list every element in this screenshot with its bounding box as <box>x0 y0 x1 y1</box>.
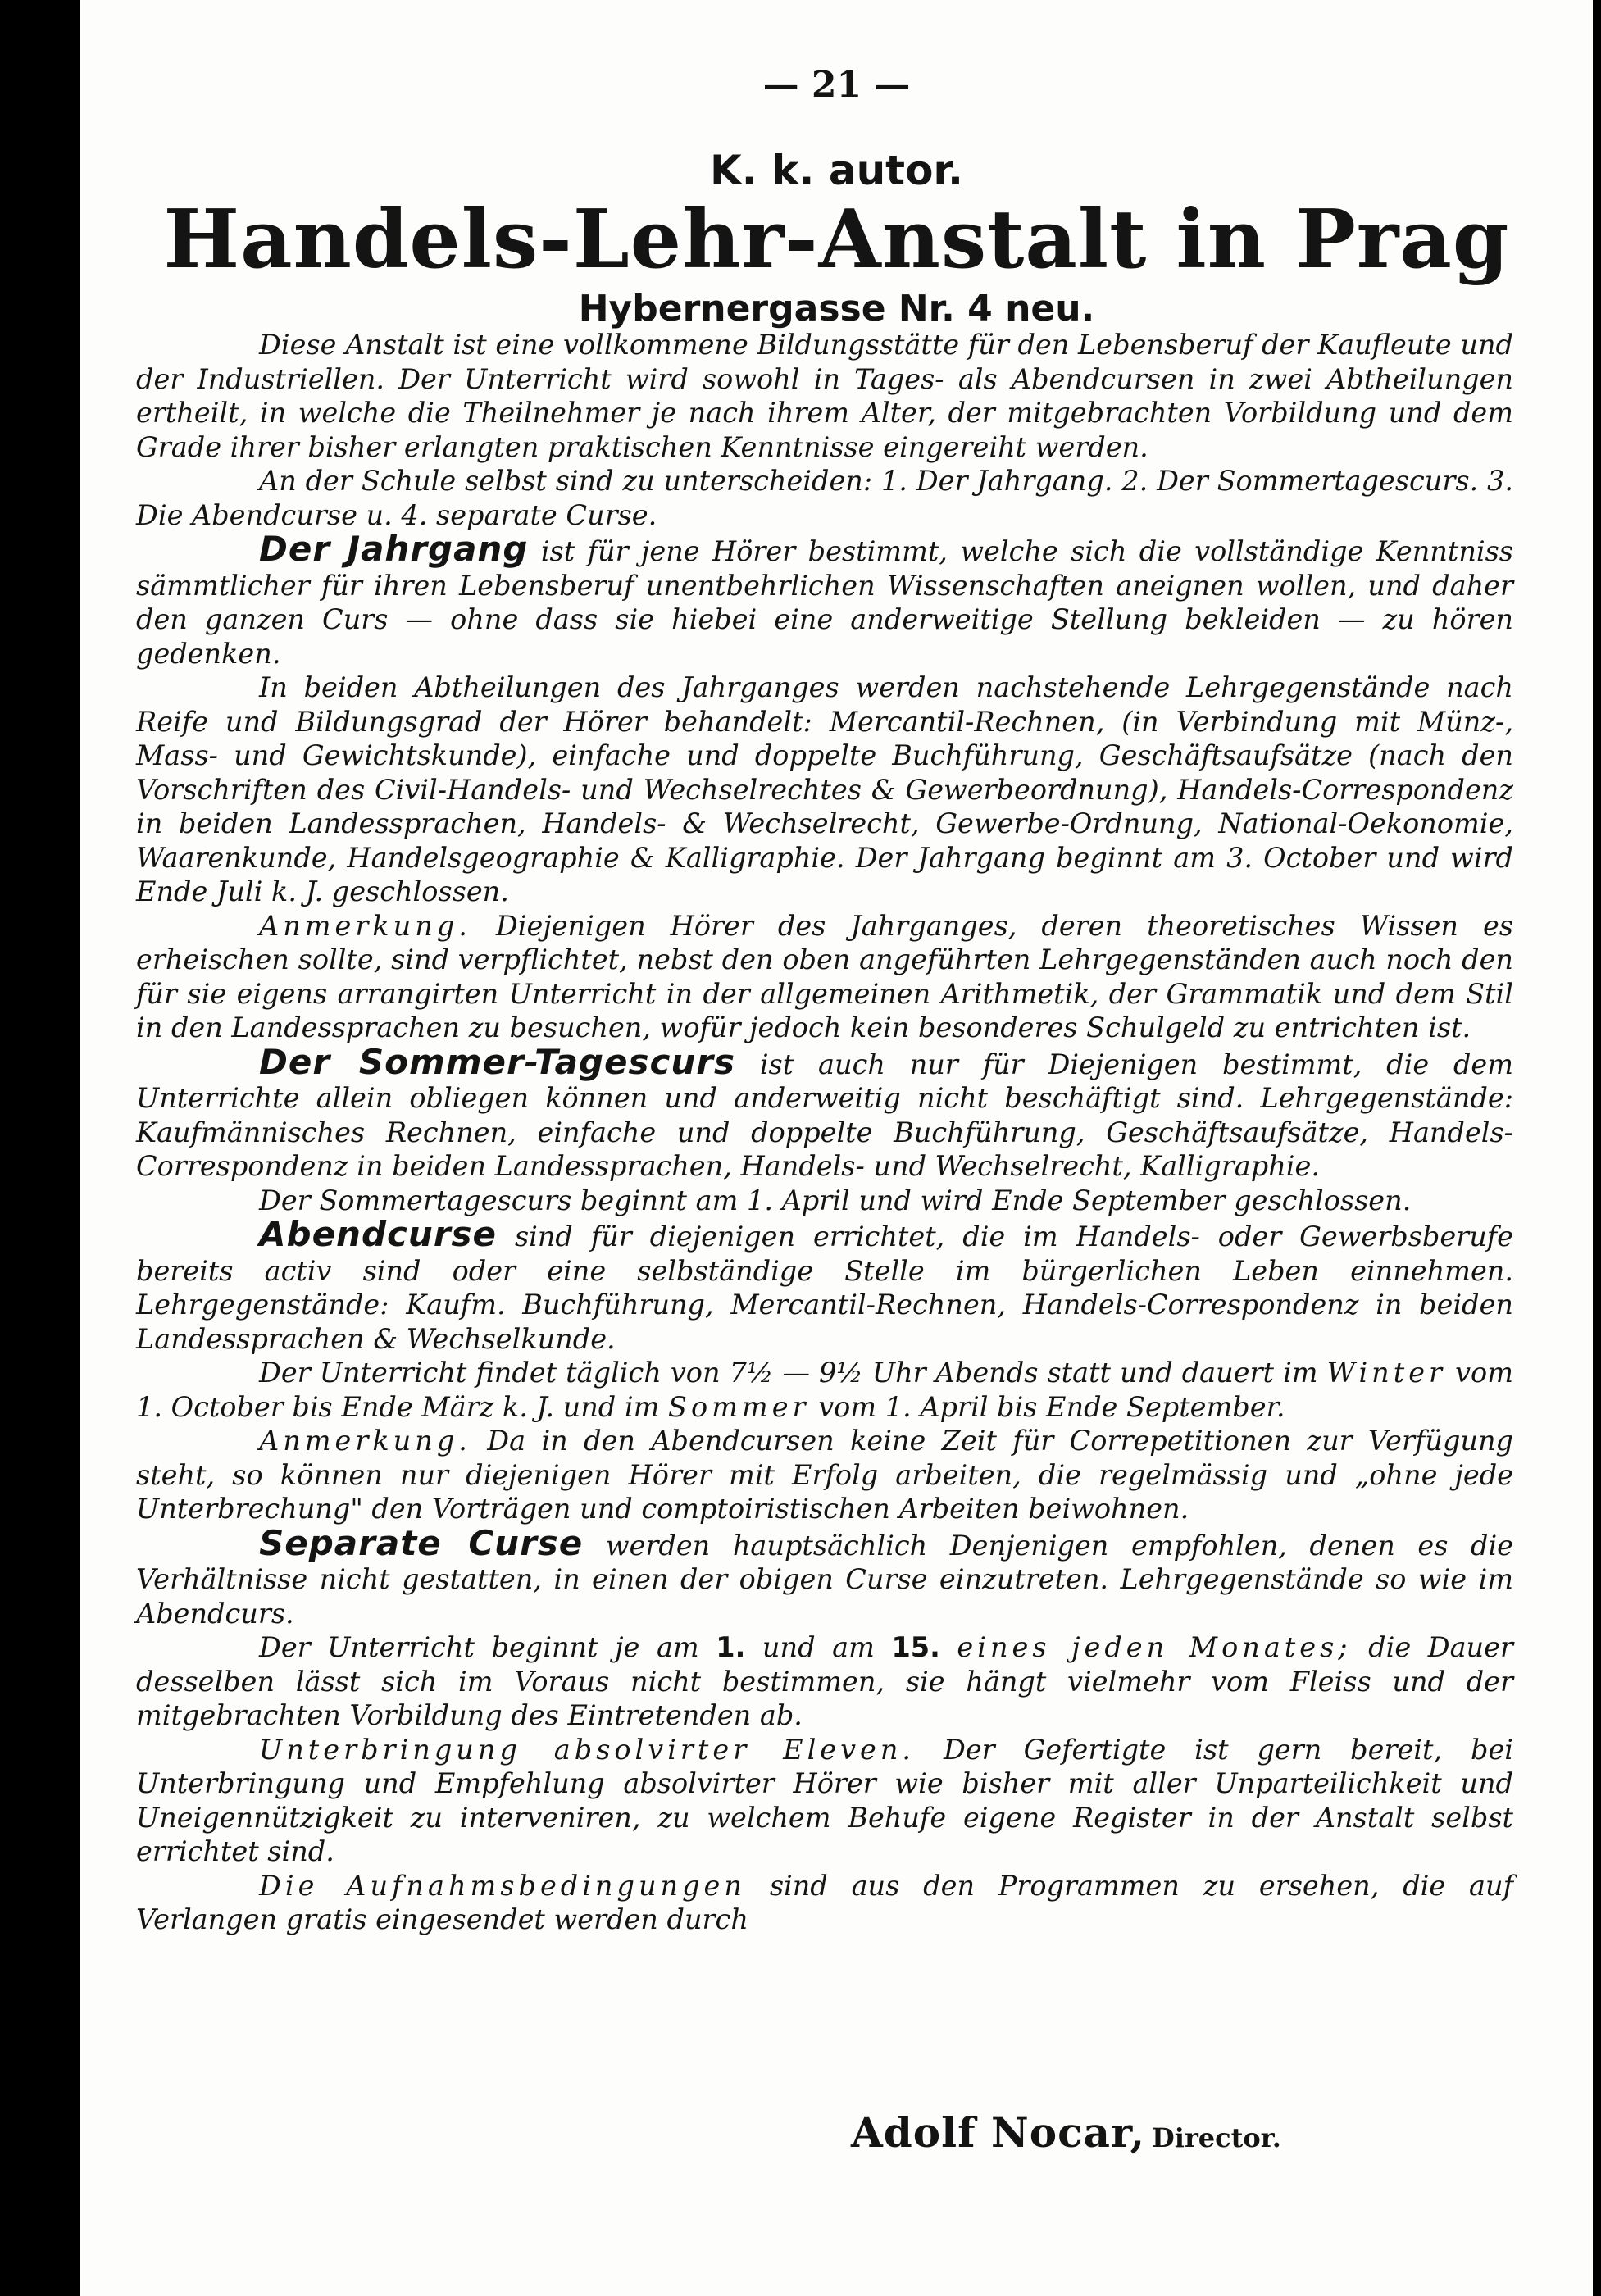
paragraph-abend-times <box>136 1356 1513 1424</box>
paragraph-text: An der Schule selbst sind zu unterscheiden: 1. Der Jahrgang. 2. Der Sommertagescurs. 3. Die Abendcurse u. 4. separate Curse. <box>136 465 1513 531</box>
signature <box>851 2108 1281 2157</box>
section-heading-abend: Abendcurse <box>259 1214 498 1254</box>
paragraph-text: Der Unterricht findet täglich von 7½ — 9½ Uhr Abends statt und dauert im <box>259 1357 1318 1389</box>
signature-role: Director. <box>1152 2122 1281 2153</box>
paragraph-text: ist für jene Hörer bestimmt, welche sich die vollständige Kenntniss sämmtlicher für ihren Lebensberuf unentbehrlichen Wissenschaften aneignen wollen, und daher den ganzen Curs — ohne dass sie hiebei eine anderweitige Stellung bekleiden — zu hören gedenken. <box>136 535 1513 670</box>
admission-label: Die Aufnahmsbedingungen <box>259 1869 746 1902</box>
note-label: Anmerkung. <box>259 909 471 942</box>
emphasis-day-15: 15. <box>891 1631 940 1663</box>
page-number: — 21 — <box>762 64 911 106</box>
paragraph-text: die Dauer desselben lässt sich im Voraus nicht bestimmen, sie hängt vielmehr vom Fleiss und der mitgebrachten Vorbildung des Eintretenden ab. <box>136 1631 1513 1731</box>
paragraph-text: werden hauptsächlich Denjenigen empfohlen, denen es die Verhältnisse nicht gestatten, in einen der obigen Curse einzutreten. Lehrgegenstände so wie im Abendcurs. <box>136 1529 1513 1630</box>
paragraph-text: In beiden Abtheilungen des Jahrganges werden nachstehende Lehrgegenstände nach Reife und Bildungsgrad der Hörer behandelt: Mercantil-Rechnen, (in Verbindung mit Münz-, Mass- und Gewichtskunde), einfache und doppelte Buchführung, Geschäftsaufsätze (nach den Vorschriften des Civil-Handels- und Wechselrechtes & Gewerbeordnung), Handels-Correspondenz in beiden Landessprachen, Handels- & Wechselrecht, Gewerbe-Ordnung, National-Oekonomie, Waarenkunde, Handelsgeographie & Kalligraphie. Der Jahrgang beginnt am 3. October und wird Ende Juli k. J. geschlossen. <box>136 671 1513 907</box>
header-subtitle: K. k. autor. <box>710 147 963 194</box>
paragraph-text: vom 1. April bis Ende September. <box>818 1390 1285 1423</box>
header-address: Hybernergasse Nr. 4 neu. <box>578 288 1095 330</box>
body-text <box>136 328 1513 1937</box>
paragraph-text: Der Gefertigte ist gern bereit, bei Unterbringung und Empfehlung absolvirter Hörer wie bisher mit aller Unparteilichkeit und Uneigennützigkeit zu interveniren, zu welchem Behufe eigene Register in der Anstalt selbst errichtet sind. <box>136 1733 1513 1867</box>
emphasis-monthly: eines jeden Monates; <box>957 1631 1352 1663</box>
paragraph-text: Diejenigen Hörer des Jahrganges, deren theoretisches Wissen es erheischen sollte, sind verpflichtet, nebst den oben angeführten Lehrgegenständen auch noch den für sie eigens arrangirten Unterricht in der allgemeinen Arithmetik, der Grammatik und dem Stil in den Landessprachen zu besuchen, wofür jedoch kein besonderes Schulgeld zu entrichten ist. <box>136 909 1513 1043</box>
paragraph-text: Diese Anstalt ist eine vollkommene Bildungsstätte für den Lebensberuf der Kaufleute und der Industriellen. Der Unterricht wird sowohl in Tages- als Abendcursen in zwei Abtheilungen ertheilt, in welche die Theilnehmer je nach ihrem Alter, der mitgebrachten Vorbildung und dem Grade ihrer bisher erlangten praktischen Kenntnisse eingereiht werden. <box>136 329 1513 463</box>
paragraph-text: sind aus den Programmen zu ersehen, die auf Verlangen gratis eingesendet werden durch <box>136 1869 1513 1935</box>
paragraph-start-dates <box>136 1630 1513 1733</box>
paragraph-text: Da in den Abendcursen keine Zeit für Correpetitionen zur Verfügung steht, so können nur diejenigen Hörer mit Erfolg arbeiten, die regelmässig und „ohne jede Unterbrechung" den Vorträgen und comptoiristischen Arbeiten beiwohnen. <box>136 1425 1513 1525</box>
paragraph-text: und am <box>762 1631 875 1663</box>
note-label: Anmerkung. <box>259 1425 471 1457</box>
paragraph-placement <box>136 1733 1513 1869</box>
signature-name: Adolf Nocar, <box>851 2108 1146 2157</box>
header <box>80 148 1593 331</box>
paragraph-text: sind für diejenigen errichtet, die im Handels- oder Gewerbsberufe bereits activ sind oder eine selbständige Stelle im bürgerlichen Leben einnehmen. Lehrgegenstände: Kaufm. Buchführung, Mercantil-Rechnen, Handels-Correspondenz in beiden Landessprachen & Wechselkunde. <box>136 1221 1513 1355</box>
paragraph-intro <box>136 328 1513 464</box>
section-heading-sommer: Der Sommer-Tagescurs <box>259 1041 736 1082</box>
paragraph-note-2 <box>136 1424 1513 1526</box>
paragraph-admission <box>136 1869 1513 1937</box>
paragraph-note-1 <box>136 909 1513 1045</box>
emphasis-day-1: 1. <box>716 1631 746 1663</box>
paragraph-text: Der Sommertagescurs beginnt am 1. April und wird Ende September geschlossen. <box>259 1184 1412 1216</box>
paragraph-subjects <box>136 671 1513 909</box>
page-title: Handels-Lehr-Anstalt in Prag <box>163 193 1510 287</box>
section-heading-jahrgang: Der Jahrgang <box>259 529 529 569</box>
emphasis-sommer: Sommer <box>668 1390 810 1423</box>
paragraph-separate <box>136 1522 1513 1631</box>
emphasis-winter: Winter <box>1326 1357 1447 1389</box>
paragraph-text: vom 1. October bis Ende März k. J. und im <box>136 1357 1513 1423</box>
placement-label: Unterbringung absolvirter Eleven. <box>259 1733 916 1766</box>
paragraph-text: Der Unterricht beginnt je am <box>259 1631 699 1663</box>
paragraph-text: ist auch nur für Diejenigen bestimmt, die dem Unterrichte allein obliegen können und anderweitig nicht beschäftigt sind. Lehrgegenstände: Kaufmännisches Rechnen, einfache und doppelte Buchführung, Geschäftsaufsätze, Handels-Correspondenz in beiden Landessprachen, Handels- und Wechselrecht, Kalligraphie. <box>136 1048 1514 1182</box>
paragraph-jahrgang <box>136 529 1513 671</box>
paragraph-sommer-dates <box>136 1184 1513 1218</box>
paragraph-sommer <box>136 1041 1514 1184</box>
paragraph-overview <box>136 464 1513 532</box>
document-page <box>80 0 1593 2296</box>
paragraph-abend <box>136 1214 1513 1356</box>
section-heading-separate: Separate Curse <box>259 1522 584 1563</box>
